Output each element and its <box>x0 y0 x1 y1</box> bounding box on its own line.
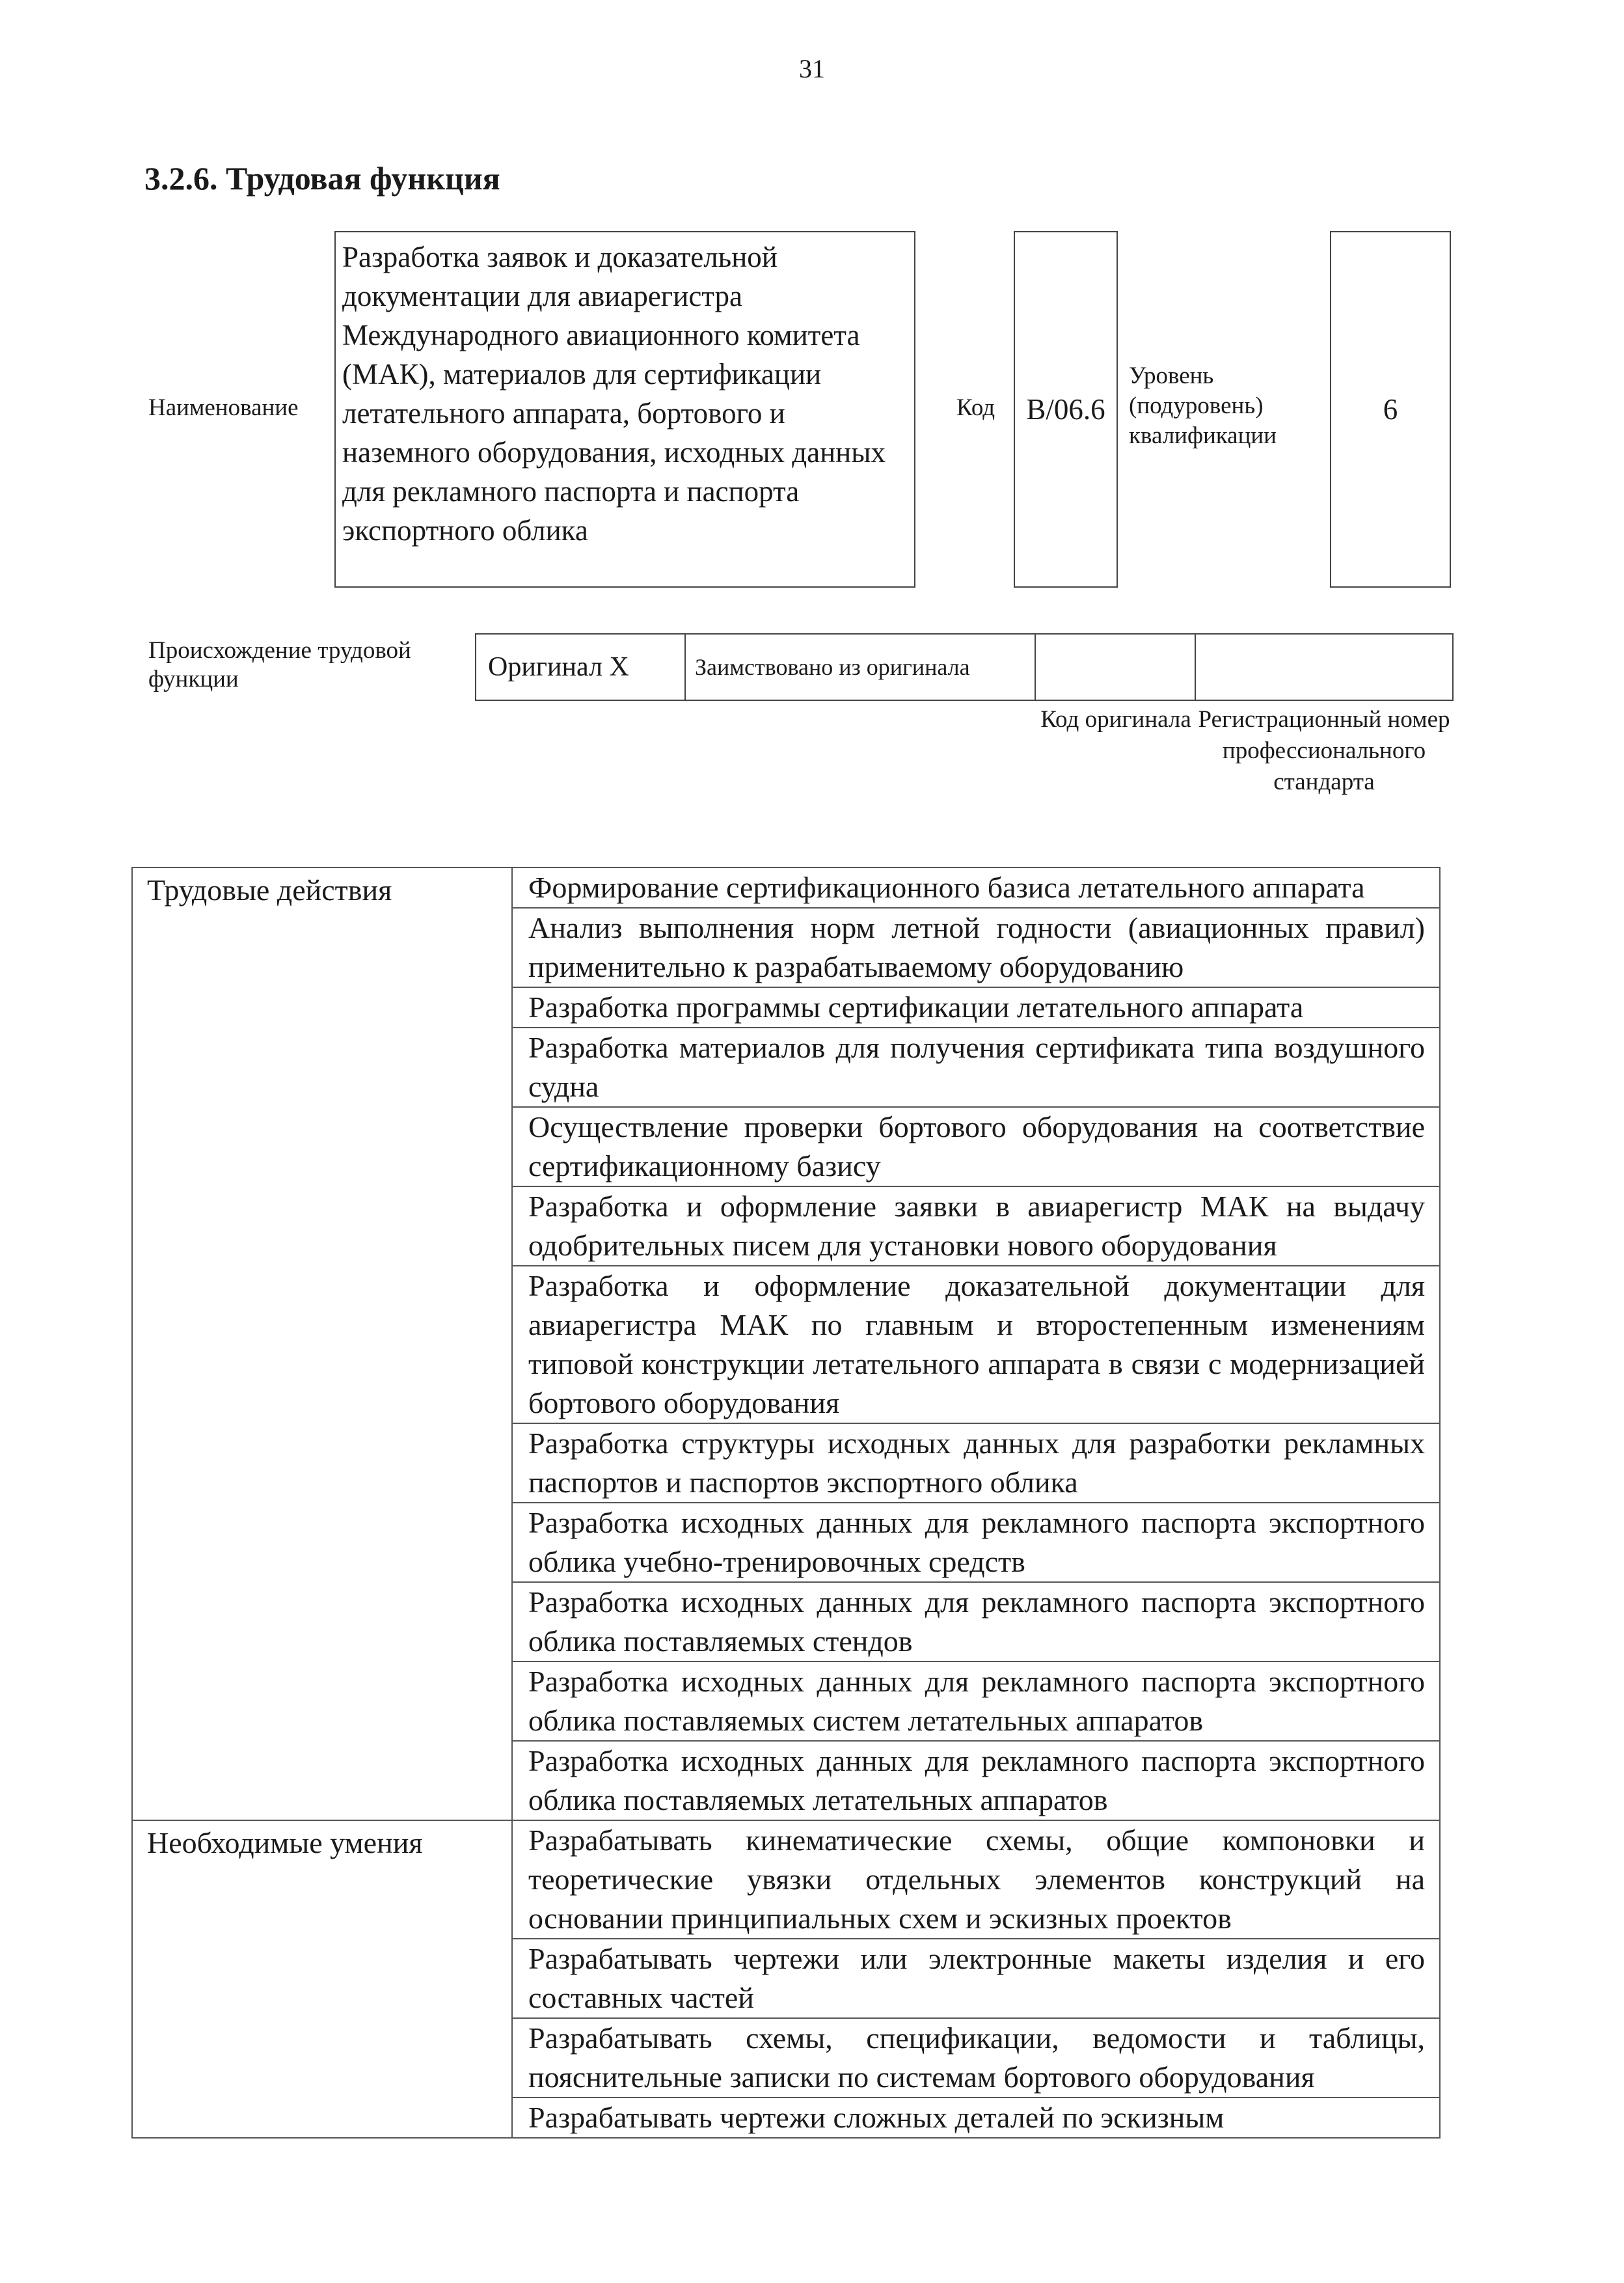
origin-original: Оригинал X <box>476 635 686 700</box>
table-cell: Разработка программы сертификации летательного аппарата <box>512 987 1440 1028</box>
labor-actions-label: Трудовые действия <box>132 868 512 1820</box>
table-cell: Разработка и оформление заявки в авиарегистр МАК на выдачу одобрительных писем для установки нового оборудования <box>512 1186 1440 1266</box>
reg-number-caption: Регистрационный номер профессионального стандарта <box>1198 706 1450 795</box>
table-cell: Разрабатывать кинематические схемы, общие компоновки и теоретические увязки отдельных элементов конструкций на основании принципиальных схем и эскизных проектов <box>512 1820 1440 1939</box>
code-label: Код <box>956 394 995 421</box>
function-table <box>131 867 1441 2139</box>
table-cell: Формирование сертификационного базиса летательного аппарата <box>512 868 1440 908</box>
table-cell: Разрабатывать схемы, спецификации, ведомости и таблицы, пояснительные записки по системам бортового оборудования <box>512 2018 1440 2098</box>
code-value: B/06.6 <box>1014 231 1118 588</box>
table-cell: Разработка и оформление доказательной документации для авиарегистра МАК по главным и второстепенным изменениям типовой конструкции летательного аппарата в связи с модернизацией бортового оборудования <box>512 1266 1440 1423</box>
table-cell: Разработка материалов для получения сертификата типа воздушного судна <box>512 1028 1440 1107</box>
code-original-caption: Код оригинала <box>1040 706 1191 733</box>
table-row <box>132 1820 1440 1939</box>
origin-code-cell <box>1036 635 1196 700</box>
table-cell: Разработка исходных данных для рекламного паспорта экспортного облика учебно-тренировочных средств <box>512 1503 1440 1582</box>
table-row <box>132 868 1440 908</box>
name-value: Разработка заявок и доказательной документации для авиарегистра Международного авиационного комитета (МАК), материалов для сертификации летательного аппарата, бортового и наземного оборудования, исходных данных для рекламного паспорта и паспорта экспортного облика <box>334 231 915 588</box>
name-label: Наименование <box>148 394 299 421</box>
table-cell: Разрабатывать чертежи или электронные макеты изделия и его составных частей <box>512 1939 1440 2018</box>
section-heading: 3.2.6. Трудовая функция <box>144 160 500 197</box>
table-cell: Разработка структуры исходных данных для разработки рекламных паспортов и паспортов экспортного облика <box>512 1423 1440 1503</box>
level-value: 6 <box>1330 231 1451 588</box>
level-label: Уровень (подуровень) квалификации <box>1129 362 1277 449</box>
table-cell: Разработка исходных данных для рекламного паспорта экспортного облика поставляемых летательных аппаратов <box>512 1741 1440 1820</box>
origin-reg-cell <box>1196 635 1452 700</box>
table-cell: Анализ выполнения норм летной годности (авиационных правил) применительно к разрабатываемому оборудованию <box>512 908 1440 987</box>
table-cell: Разработка исходных данных для рекламного паспорта экспортного облика поставляемых стендов <box>512 1582 1440 1661</box>
origin-borrowed: Заимствовано из оригинала <box>686 635 1036 700</box>
required-skills-label: Необходимые умения <box>132 1820 512 2138</box>
table-cell: Разрабатывать чертежи сложных деталей по эскизным <box>512 2098 1440 2138</box>
table-cell: Осуществление проверки бортового оборудования на соответствие сертификационному базису <box>512 1107 1440 1186</box>
origin-row <box>475 633 1454 701</box>
origin-label: Происхождение трудовой функции <box>148 637 411 692</box>
table-cell: Разработка исходных данных для рекламного паспорта экспортного облика поставляемых систем летательных аппаратов <box>512 1661 1440 1741</box>
page-number: 31 <box>799 54 825 83</box>
